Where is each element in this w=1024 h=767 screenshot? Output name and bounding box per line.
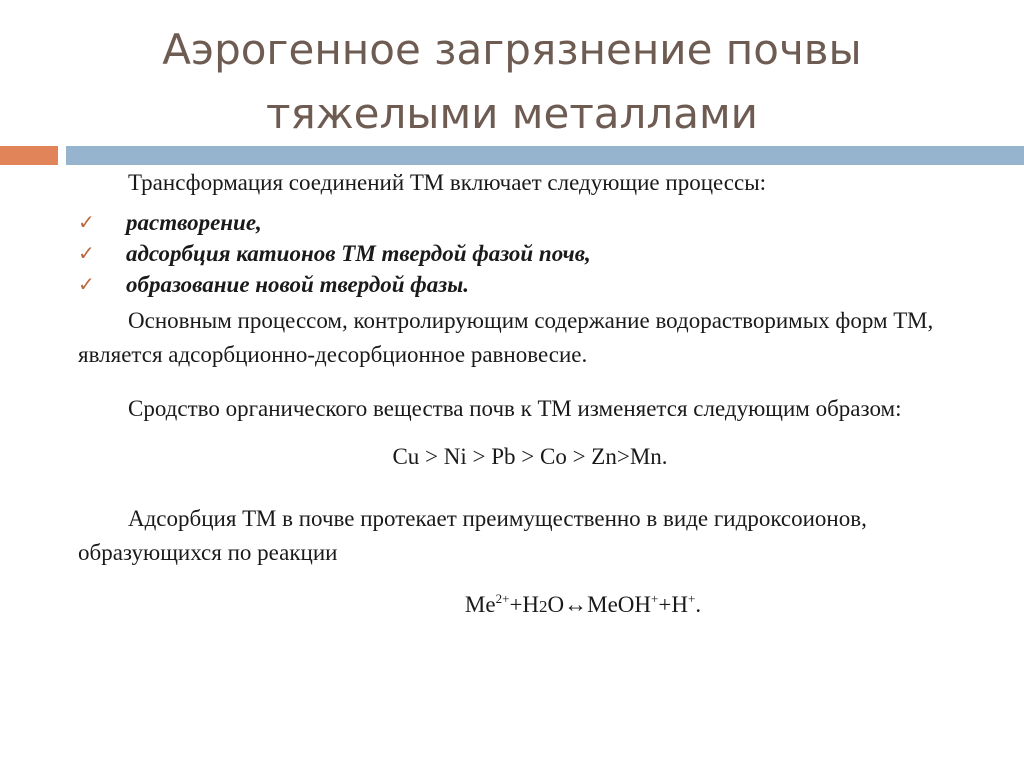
- list-item-text: растворение,: [126, 210, 262, 235]
- checkmark-icon: ✓: [78, 210, 95, 234]
- slide-title: [0, 18, 1024, 146]
- slide-title-line-2: тяжелыми металлами: [266, 89, 758, 138]
- slide-body: [78, 166, 978, 622]
- list-item: [76, 238, 978, 269]
- affinity-paragraph: Сродство органического вещества почв к ТМ изменяется следующим образом:: [128, 396, 902, 421]
- title-accent-bar: [0, 146, 58, 165]
- reaction-equation: [78, 588, 978, 622]
- adsorption-paragraph: Адсорбция ТМ в почве протекает преимущественно в виде гидроксоионов, образующихся по реакции: [78, 506, 867, 565]
- list-item-text: адсорбция катионов ТМ твердой фазой почв,: [126, 241, 591, 266]
- reaction-plus-h-2: +H: [658, 592, 688, 617]
- title-divider-bar: [66, 146, 1024, 165]
- main-process-paragraph: Основным процессом, контролирующим содержание водорастворимых форм ТМ, является адсорбционно-десорбционное равновесие.: [78, 308, 934, 367]
- reaction-h2-subscript: 2: [539, 597, 548, 616]
- list-item-text: образование новой твердой фазы.: [126, 272, 469, 297]
- reaction-o-arrow-meoh: O↔MeOH: [547, 592, 652, 617]
- process-list: [76, 207, 978, 300]
- slide-title-line-1: Аэрогенное загрязнение почвы: [162, 25, 862, 74]
- reaction-end: .: [695, 592, 702, 617]
- list-item: [76, 269, 978, 300]
- reaction-meoh-charge: +: [651, 591, 659, 606]
- reaction-h-charge: +: [687, 591, 696, 606]
- list-item: [76, 207, 978, 238]
- checkmark-icon: ✓: [78, 241, 95, 265]
- reaction-me: Me: [464, 592, 496, 617]
- affinity-series: Cu > Ni > Pb > Co > Zn>Mn.: [392, 444, 668, 469]
- intro-paragraph: Трансформация соединений ТМ включает следующие процессы:: [128, 170, 767, 195]
- reaction-plus-h: +H: [509, 592, 540, 617]
- reaction-me-charge: 2+: [495, 591, 510, 606]
- checkmark-icon: ✓: [78, 272, 95, 296]
